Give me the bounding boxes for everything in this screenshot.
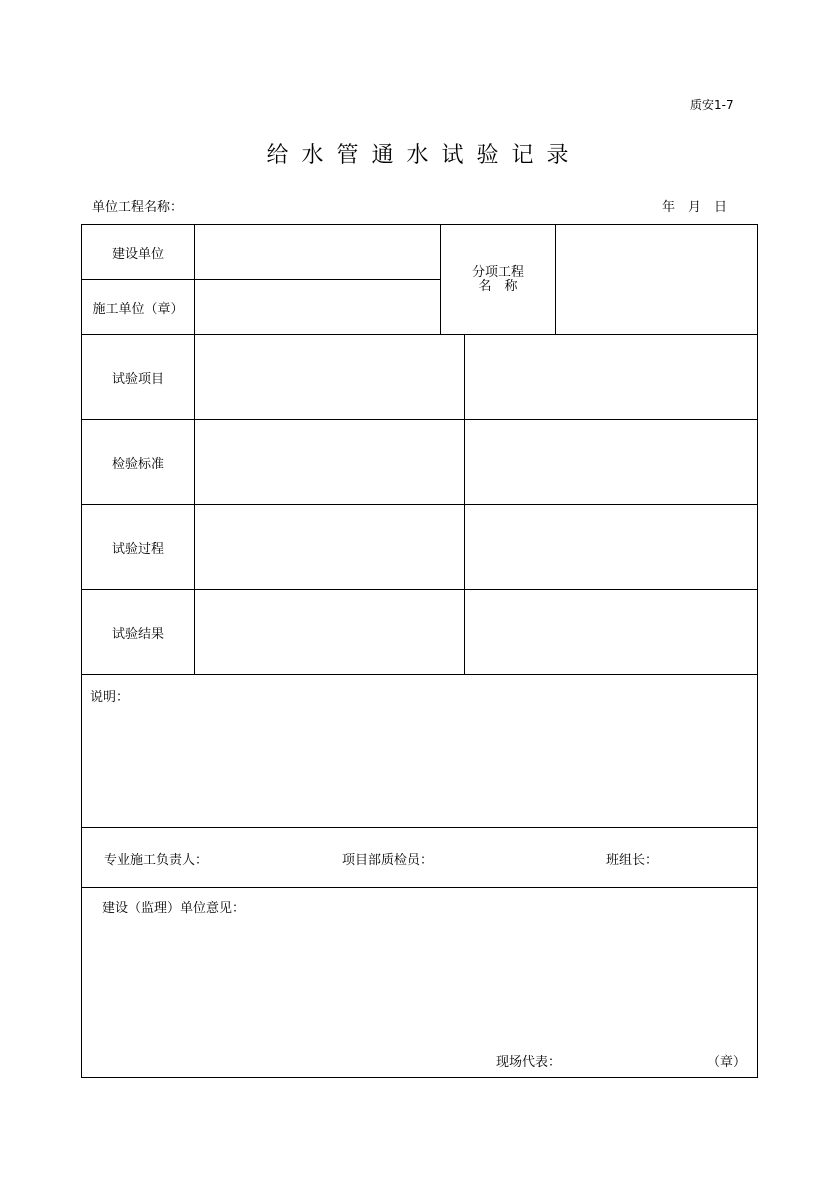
table-border-bottom (81, 1077, 758, 1078)
builder-unit-label: 施工单位（章） (92, 301, 184, 317)
notes-label: 说明： (90, 690, 130, 705)
test-result-field-a[interactable] (195, 590, 464, 674)
seal-label: （章） (707, 1055, 747, 1070)
notes-field[interactable] (82, 705, 757, 827)
sub-item-label-line2: 名 称 (478, 278, 518, 294)
test-result-field-b[interactable] (465, 590, 757, 674)
unit-name-label: 单位工程名称： (92, 200, 184, 215)
date-label: 年 月 日 (662, 200, 728, 215)
sub-item-label-line1: 分项工程 (471, 264, 524, 280)
test-process-label: 试验过程 (111, 541, 164, 557)
table-border-right (757, 224, 758, 1078)
construction-unit-label: 建设单位 (111, 246, 164, 262)
test-process-field-b[interactable] (465, 505, 757, 589)
form-code: 质安1-7 (690, 98, 734, 112)
quality-inspector-label: 项目部质检员： (342, 853, 434, 868)
divider-row-4 (81, 674, 758, 675)
site-representative-label: 现场代表： (496, 1055, 562, 1070)
builder-unit-field[interactable] (195, 280, 440, 334)
construction-unit-field[interactable] (195, 225, 440, 279)
opinion-field[interactable] (82, 915, 757, 1045)
professional-lead-label: 专业施工负责人： (104, 853, 209, 868)
inspection-standard-field-a[interactable] (195, 420, 464, 504)
opinion-label: 建设（监理）单位意见： (102, 901, 246, 916)
page-title: 给水管通水试验记录 (266, 143, 582, 168)
test-item-field-a[interactable] (195, 335, 464, 419)
test-process-field-a[interactable] (195, 505, 464, 589)
inspection-standard-label: 检验标准 (111, 456, 164, 472)
sub-item-name-field[interactable] (556, 225, 757, 334)
sub-item-name-label (441, 225, 555, 334)
test-item-field-b[interactable] (465, 335, 757, 419)
test-item-label: 试验项目 (111, 371, 164, 387)
test-result-label: 试验结果 (111, 626, 164, 642)
team-leader-label: 班组长： (606, 853, 659, 868)
divider-signatures (81, 887, 758, 888)
divider-notes (81, 827, 758, 828)
inspection-standard-field-b[interactable] (465, 420, 757, 504)
